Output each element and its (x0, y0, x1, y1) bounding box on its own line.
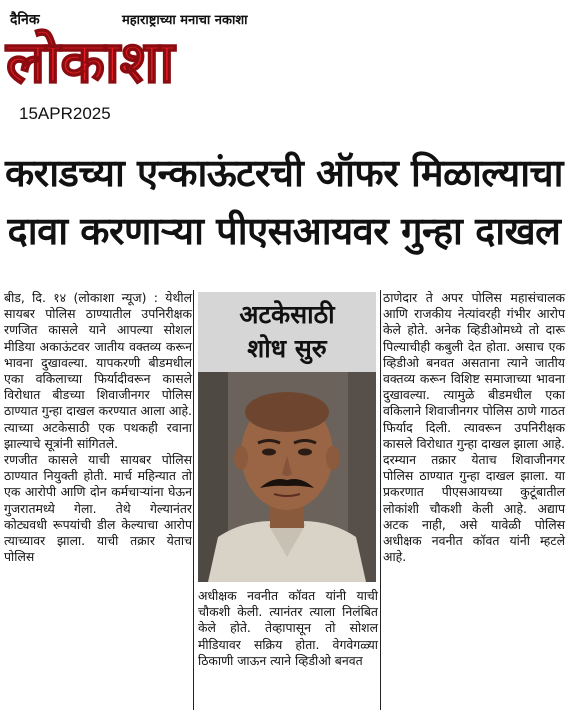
newspaper-logo (2, 22, 300, 90)
person-photo-icon (198, 372, 376, 582)
masthead-tagline: महाराष्ट्राच्या मनाचा नकाशा (122, 13, 248, 28)
article-paragraph: अधीक्षक नवनीत कॉवत यांनी याची चौकशी केली. त्यानंतर त्याला निलंबित केले होते. तेव्हापासून तो सोशल मीडियावर सक्रिय होता. वेगवेगळ्या ठिकाणी जाऊन त्याने व्हिडीओ बनवत (198, 588, 378, 668)
column-divider (193, 290, 194, 710)
column-divider (380, 290, 381, 710)
masthead-tagline-left: दैनिक (10, 12, 40, 28)
headline-line-2: दावा करणाऱ्या पीएसआयवर गुन्हा दाखल (7, 209, 561, 253)
article-column-3 (383, 290, 565, 565)
inset-caption (198, 292, 376, 372)
article-paragraph: ठाणेदार ते अपर पोलिस महासंचालक आणि राजकीय नेत्यांवरही गंभीर आरोप केले होते. अनेक व्हिडीओमध्ये तो दारू पिल्याचीही कबुली देत होता. असाच एक व्हिडीओ बनवत असताना त्याने जातीय वक्तव्य करून विशिष्ट समाजाच्या भावना दुखावल्या. त्यामुळे बीडमधील एका वकिलाने शिवाजीनगर पोलिस ठाणे गाठत फिर्याद दिली. त्यावरून उपनिरीक्षक कासले विरोधात गुन्हा दाखल झाला आहे. दरम्यान तक्रार येताच शिवाजीनगर पोलिस ठाण्यात गुन्हा दाखल झाला. या प्रकरणात पीएसआयच्या कुटूंबातील लोकांशी चौकशी केली आहे. अद्याप अटक नाही, असे यावेळी पोलिस अधीक्षक नवनीत कॉवत यांनी म्हटले आहे. (383, 290, 565, 565)
article-column-1 (4, 290, 192, 565)
article-paragraph: बीड, दि. १४ (लोकाशा न्यूज) : येथील सायबर पोलिस ठाण्यातील उपनिरीक्षक रणजित कासले याने आपल्या सोशल मीडिया अकाऊंटवर जातीय वक्तव्य करून भावना दुखावल्या. यापकरणी बीडमधील एका वकिलाच्या फिर्यादीवरून कासले विरोधात बीडच्या शिवाजीनगर पोलिस ठाण्यात गुन्हा दाखल करण्यात आला आहे. त्याच्या अटकेसाठी एक पथकही रवाना झाल्याचे सूत्रांनी सांगितले. (4, 290, 192, 451)
masthead (0, 0, 300, 95)
publication-date: 15APR2025 (19, 104, 111, 123)
article-column-2 (198, 588, 378, 669)
headline-line-1: कराडच्या एन्काऊंटरची ऑफर मिळाल्याचा (4, 151, 564, 195)
inset-caption-line-2: शोध सुरु (247, 334, 327, 363)
photo-inset (198, 292, 376, 582)
newspaper-logo-text: लोकाशा (6, 28, 175, 90)
article-paragraph: रणजीत कासले याची सायबर पोलिस ठाण्यात नियुक्ती होती. मार्च महिन्यात तो एक आरोपी आणि दोन कर्मचाऱ्यांना घेऊन गुजरातमध्ये गेला. तेथे गेल्यानंतर कोट्यवधी रूपयांची डील केल्याचा आरोप त्याच्यावर झाला. याची तक्रार येताच पोलिस (4, 452, 192, 565)
inset-caption-line-1: अटकेसाठी (239, 300, 335, 329)
